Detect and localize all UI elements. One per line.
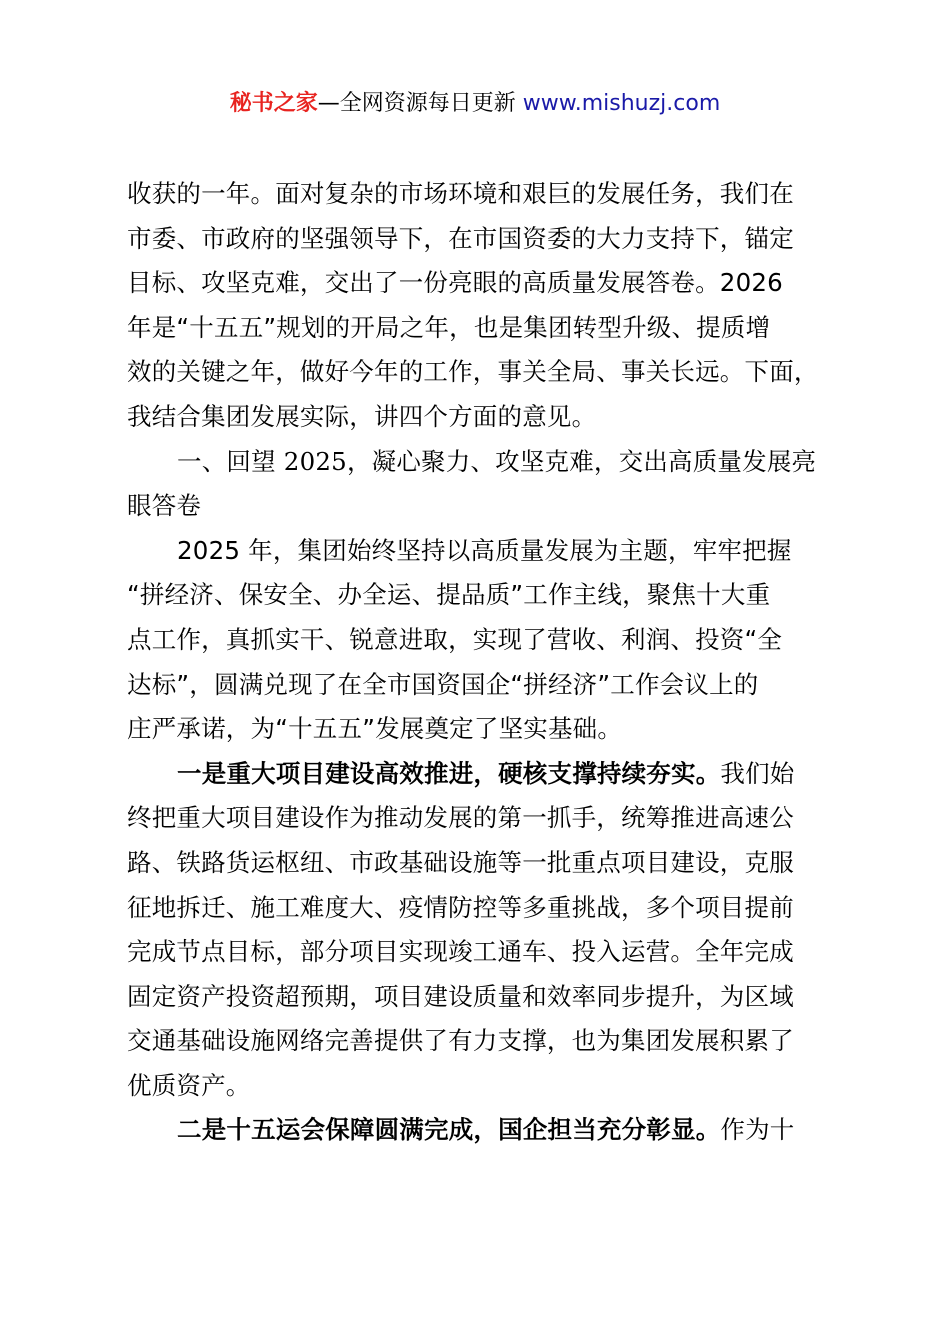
text-run: 我们始: [720, 758, 795, 788]
text-line: 我结合集团发展实际，讲四个方面的意见。: [127, 401, 597, 431]
text-line: 征地拆迁、施工难度大、疫情防控等多重挑战，多个项目提前: [127, 892, 794, 922]
text-line: 市委、市政府的坚强领导下，在市国资委的大力支持下，锚定: [127, 223, 794, 253]
subheading-bold: 二是十五运会保障圆满完成，国企担当充分彰显。: [177, 1115, 721, 1145]
text-line: 达标”，圆满兑现了在全市国资国企“拼经济”工作会议上的: [127, 669, 759, 699]
text-line: 终把重大项目建设作为推动发展的第一抓手，统筹推进高速公: [127, 803, 794, 833]
text-line: 优质资产。: [127, 1070, 251, 1100]
text-line: 庄严承诺，为“十五五”发展奠定了坚实基础。: [127, 714, 623, 744]
text-line: [127, 1108, 839, 1153]
text-line: 点工作，真抓实干、锐意进取，实现了营收、利润、投资“全: [127, 624, 783, 654]
text-line: 年是“十五五”规划的开局之年，也是集团转型升级、提质增: [127, 312, 771, 342]
subheading-bold: 一是重大项目建设高效推进，硬核支撑持续夯实。: [177, 758, 721, 788]
text-line: 交通基础设施网络完善提供了有力支撑，也为集团发展积累了: [127, 1026, 794, 1056]
text-line: 2025 年，集团始终坚持以高质量发展为主题，牢牢把握: [177, 535, 792, 565]
document-body: [127, 172, 839, 1153]
text-line: 完成节点目标，部分项目实现竣工通车、投入运营。全年完成: [127, 937, 794, 967]
header-url-link[interactable]: www.mishuzj.com: [522, 91, 721, 116]
text-line: 目标、攻坚克难，交出了一份亮眼的高质量发展答卷。2026: [127, 268, 783, 298]
page-header: [0, 88, 950, 120]
section-heading-line: 一、回望 2025，凝心聚力、攻坚克难，交出高质量发展亮: [177, 446, 817, 476]
text-line: 固定资产投资超预期，项目建设质量和效率同步提升，为区域: [127, 981, 794, 1011]
text-line: [127, 752, 839, 797]
text-line: “拼经济、保安全、办全运、提品质”工作主线，聚焦十大重: [127, 580, 771, 610]
text-line: 效的关键之年，做好今年的工作，事关全局、事关长远。下面，: [127, 357, 819, 387]
text-line: 路、铁路货运枢纽、市政基础设施等一批重点项目建设，克服: [127, 847, 794, 877]
text-run: 作为十: [720, 1115, 795, 1145]
header-tagline: —全网资源每日更新: [317, 91, 523, 116]
text-line: 收获的一年。面对复杂的市场环境和艰巨的发展任务，我们在: [127, 179, 794, 208]
section-heading-line: 眼答卷: [127, 491, 202, 521]
brand-name: 秘书之家: [229, 91, 318, 116]
